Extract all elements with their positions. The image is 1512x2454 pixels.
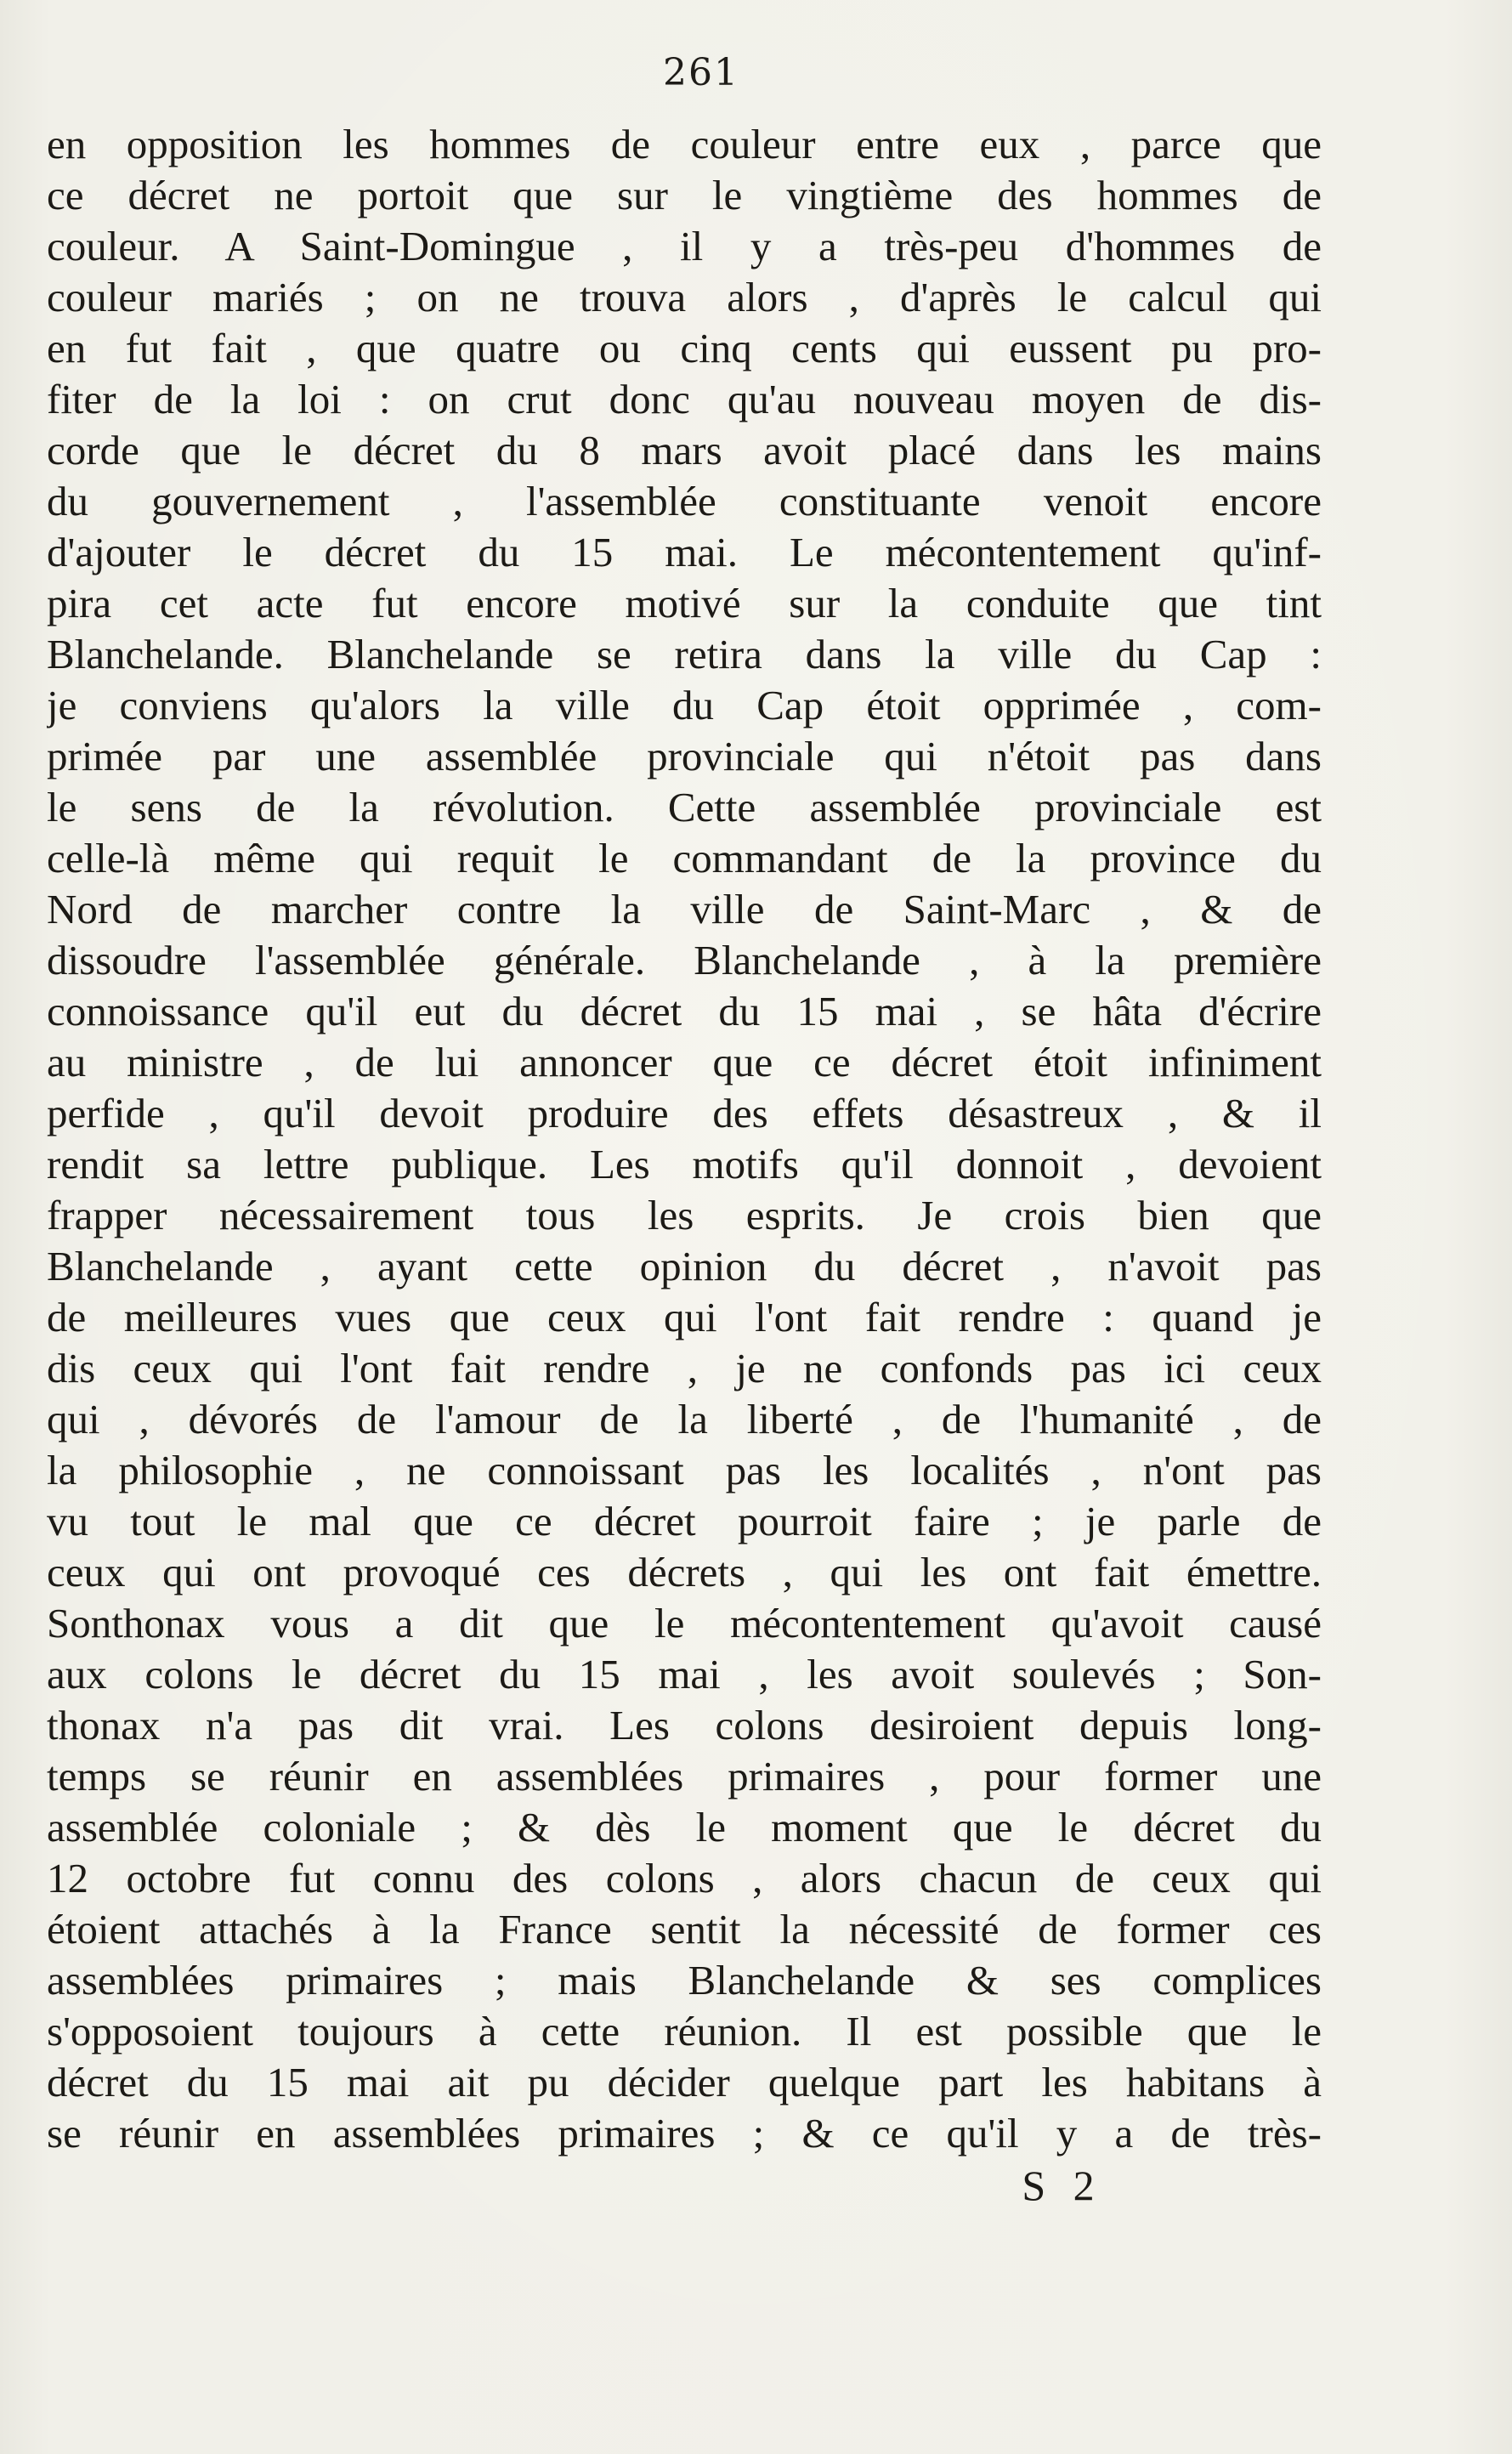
text-line: couleur. A Saint-Domingue , il y a très-peu d'hommes de <box>47 223 1322 269</box>
text-line: connoissance qu'il eut du décret du 15 mai , se hâta d'écrire <box>47 988 1322 1034</box>
text-line: celle-là même qui requit le commandant de la province du <box>47 835 1322 881</box>
text-line: le sens de la révolution. Cette assemblée provinciale est <box>47 784 1322 830</box>
text-line: ceux qui ont provoqué ces décrets , qui les ont fait émettre. <box>47 1549 1322 1595</box>
text-line: je conviens qu'alors la ville du Cap étoit opprimée , com- <box>47 682 1322 728</box>
text-line: rendit sa lettre publique. Les motifs qu'il donnoit , devoient <box>47 1141 1322 1187</box>
text-line: couleur mariés ; on ne trouva alors , d'après le calcul qui <box>47 274 1322 320</box>
text-line: aux colons le décret du 15 mai , les avoit soulevés ; Son- <box>47 1651 1322 1697</box>
text-line: Blanchelande. Blanchelande se retira dans la ville du Cap : <box>47 631 1322 677</box>
text-line: fiter de la loi : on crut donc qu'au nouveau moyen de dis- <box>47 376 1322 422</box>
text-line: au ministre , de lui annoncer que ce décret étoit infiniment <box>47 1039 1322 1085</box>
text-line: pira cet acte fut encore motivé sur la conduite que tint <box>47 580 1322 626</box>
text-line: la philosophie , ne connoissant pas les localités , n'ont pas <box>47 1447 1322 1493</box>
text-line: qui , dévorés de l'amour de la liberté , de l'humanité , de <box>47 1396 1322 1442</box>
text-line: thonax n'a pas dit vrai. Les colons desiroient depuis long- <box>47 1702 1322 1748</box>
page-number: 261 <box>663 51 739 94</box>
text-line: ce décret ne portoit que sur le vingtième des hommes de <box>47 172 1322 218</box>
text-line: 12 octobre fut connu des colons , alors chacun de ceux qui <box>47 1855 1322 1901</box>
body-text <box>47 119 1322 2159</box>
text-line: en fut fait , que quatre ou cinq cents qui eussent pu pro- <box>47 325 1322 371</box>
text-line: se réunir en assemblées primaires ; & ce qu'il y a de très- <box>47 2110 1322 2156</box>
text-line: temps se réunir en assemblées primaires , pour former une <box>47 1753 1322 1799</box>
text-line: assemblée coloniale ; & dès le moment que le décret du <box>47 1804 1322 1850</box>
text-line: étoient attachés à la France sentit la nécessité de former ces <box>47 1906 1322 1952</box>
text-line: dis ceux qui l'ont fait rendre , je ne confonds pas ici ceux <box>47 1345 1322 1391</box>
text-line: du gouvernement , l'assemblée constituante venoit encore <box>47 478 1322 524</box>
text-line: assemblées primaires ; mais Blanchelande & ses complices <box>47 1957 1322 2003</box>
text-line: primée par une assemblée provinciale qui n'étoit pas dans <box>47 733 1322 779</box>
text-line: d'ajouter le décret du 15 mai. Le mécontentement qu'inf- <box>47 529 1322 575</box>
text-line: frapper nécessairement tous les esprits. Je crois bien que <box>47 1192 1322 1238</box>
text-line: décret du 15 mai ait pu décider quelque part les habitans à <box>47 2059 1322 2105</box>
signature-mark: S 2 <box>1022 2162 1103 2209</box>
text-line: Nord de marcher contre la ville de Saint-Marc , & de <box>47 886 1322 932</box>
text-line: s'opposoient toujours à cette réunion. Il est possible que le <box>47 2008 1322 2054</box>
text-line: Blanchelande , ayant cette opinion du décret , n'avoit pas <box>47 1243 1322 1289</box>
text-line: vu tout le mal que ce décret pourroit faire ; je parle de <box>47 1498 1322 1544</box>
text-line: Sonthonax vous a dit que le mécontentement qu'avoit causé <box>47 1600 1322 1646</box>
text-line: corde que le décret du 8 mars avoit placé dans les mains <box>47 427 1322 473</box>
text-line: de meilleures vues que ceux qui l'ont fait rendre : quand je <box>47 1294 1322 1340</box>
text-line: perfide , qu'il devoit produire des effets désastreux , & il <box>47 1090 1322 1136</box>
text-line: en opposition les hommes de couleur entre eux , parce que <box>47 121 1322 167</box>
text-line: dissoudre l'assemblée générale. Blanchelande , à la première <box>47 937 1322 983</box>
